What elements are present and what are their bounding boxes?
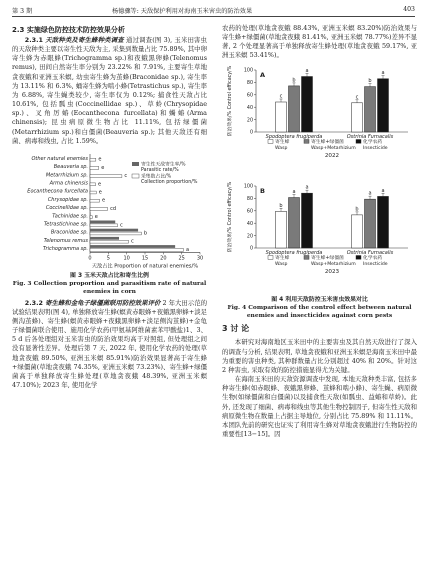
significance-letter: a [381,187,385,194]
collection-proportion-bar [90,224,118,227]
legend-label: 化学农药 [363,139,383,145]
bar [289,86,300,132]
significance-letter: e [98,181,102,188]
category-label: Beauveria sp. [53,163,88,170]
x-tick-label: 10 [123,255,130,262]
legend-swatch [304,255,309,259]
legend-swatch [268,139,273,143]
legend-label: 寄生蜂 [275,255,290,261]
legend-swatch-collection [132,174,139,178]
significance-letter: e [102,197,106,204]
legend-label: 化学农药 [363,255,383,261]
significance-letter: b [355,206,359,213]
collection-proportion-bar [90,199,100,202]
y-tick-label: 60 [246,93,253,99]
y-tick-label: 20 [246,117,253,123]
significance-letter: cd [110,205,117,212]
collection-proportion-bar [90,232,141,235]
legend-label: Wasp [275,261,288,267]
running-header [12,4,415,16]
significance-letter: a [305,67,309,74]
section-heading-3: 3 讨 论 [222,324,250,334]
x-tick-label: 30 [196,255,204,262]
figure-3-caption-en: Fig. 3 Collection proportion and parasitism rate of natural enemies in corn [12,280,207,296]
category-label: Metarrhizium sp. [45,172,88,179]
collection-proportion-bar [90,166,99,169]
y-tick-label: 40 [246,221,253,227]
figure-4-chart [222,64,417,296]
legend-label: Wasp [275,145,288,151]
bar [302,193,313,248]
category-label: Coccinellidae sp. [45,204,88,211]
category-label: Tachinidae sp. [52,213,88,220]
category-label: Tetrastichinae sp. [43,221,88,228]
collection-proportion-bar [90,175,122,178]
figure-4-caption [222,297,417,320]
category-label: Telenomus remus [43,237,88,244]
bar [289,197,300,247]
bar [352,215,363,248]
collection-proportion-bar [90,240,129,243]
category-label: Trichogramma sp. [42,245,88,252]
y-tick-label: 20 [246,233,253,239]
significance-letter: a [381,69,385,76]
figure-4-caption-en: Fig. 4 Comparison of the control effect between natural enemies and insecticides against corn pests [227,304,412,319]
collection-proportion-bar [90,191,96,194]
significance-letter: a [305,184,309,191]
panel-label: A [260,70,266,79]
legend-label: Collection proportion/% [141,179,198,185]
x-tick-label: 0 [88,255,92,262]
significance-letter: e [98,189,102,196]
parasitic-rate-bar [90,237,119,240]
category-label: Other natural enemies [31,155,88,162]
page-number: 403 [403,6,415,13]
y-tick-label: 80 [246,80,253,86]
paragraph-2-3-1 [12,36,207,146]
y-axis-label: 防治效果/% Control efficacy/% [228,181,233,252]
issue-label: 第 3 期 [12,8,33,15]
category-label: Braconidae sp. [50,229,88,236]
y-tick-label: 0 [249,130,253,136]
y-tick-label: 0 [249,246,253,252]
figure-4-caption-cn: 图 4 利用天敌防控玉米害虫效果对比 [271,296,368,303]
figure-3-caption-cn: 图 3 玉米天敌占比和寄生比例 [70,272,149,279]
y-tick-label: 60 [246,209,253,215]
significance-letter: c [124,172,128,179]
paragraph-continued: 农药的处理(草地贪夜蛾 88.43%, 亚洲玉米螟 83.20%)防治效果与寄生蜂+绿僵菌(草地贪夜蛾 81.41%, 亚洲玉米螟 78.77%)差异不显著, 2 个处理显著高于单独释放寄生蜂处理(草地贪夜蛾 59.17%, 亚洲玉米螟 53.41%)。 [222,24,418,60]
legend-swatch [356,139,361,143]
significance-letter: b [292,77,296,84]
significance-letter: c [120,222,123,229]
panel-year-label: 2023 [324,268,340,275]
legend-label: 寄生蜂+绿僵菌 [311,255,344,261]
pest-label: Spodoptera frugiperda [265,133,323,140]
x-tick-label: 15 [141,255,149,262]
legend-label: 寄生蜂+绿僵菌 [311,139,344,145]
y-tick-label: 40 [246,105,253,111]
pest-label: Spodoptera frugiperda [265,249,323,256]
parasitic-rate-bar [90,212,91,215]
category-label: Eocanthecona furcellata [27,188,88,195]
significance-letter: a [292,188,296,195]
y-axis-label: 防治效果/% Control efficacy/% [228,65,233,136]
y-tick-label: 80 [246,196,253,202]
collection-proportion-bar [90,207,108,210]
significance-letter: a [368,190,372,197]
significance-letter: c [279,93,283,100]
legend-label: Insecticide [363,145,388,151]
bar [365,86,376,131]
figure-3-chart [12,148,207,272]
legend-label: Parasitic rate/% [141,167,179,173]
x-tick-label: 25 [178,255,185,262]
legend-label: 寄生蜂 [275,139,290,145]
pest-label: Ostrinia Furnacalis [346,133,394,140]
bar [378,196,389,248]
collection-proportion-bar [90,158,96,161]
significance-letter: b [279,202,283,209]
legend-swatch [304,139,309,143]
subsection-title: 天敌种类及寄生蜂种类调查 [45,36,124,44]
x-tick-label: 20 [160,255,167,262]
section-heading-2-3: 2.3 实施绿色防控技术防控效果分析 [12,26,125,34]
bar [302,76,313,131]
significance-letter: b [143,230,148,237]
significance-letter: e [94,213,98,220]
significance-letter: e [101,164,105,171]
significance-letter: c [131,238,134,245]
paragraph-text: 2 年大田示范的试验结果表明(图 4), 单独释放寄生蜂(螟黄赤眼蜂+夜蛾黑卵蜂+淡足侧沟茧蜂)、寄生蜂(螟黄赤眼蜂+夜蛾黑卵蜂+淡足侧沟茧蜂)+金龟子绿僵菌联合使用、施用化学农药(甲氨基阿维菌素苯甲酸盐)1、3、5 d 后各处理组对玉米害虫的防治效果均高于对照组, 但处理组之间没有显著性差异。处理后第 7 天, 2022 年, 使用化学农药的处理(草地贪夜蛾 89.50%, 亚洲玉米螟 85.91%)防治效果显著高于寄生蜂+绿僵菌(草地贪夜蛾 74.35%, 亚洲玉米螟 73.23%)、寄生蜂+绿僵菌高于单独释放寄生蜂处理(草地贪夜蛾 48.39%, 亚洲玉米螟 47.10%); 2023 年, 使用化学 [12,298,207,390]
x-axis-label: 天敌占比 Proportion of natural enemies/% [91,263,199,270]
x-tick-label: 5 [106,255,110,262]
discussion-paragraph-1: 本研究对海南地区玉米田中的主要害虫及其自然天敌进行了深入的调查与分析, 结果表明, 草地贪夜蛾和亚洲玉米螟是海南玉米田中最为重要的害虫种类, 其种群数量占比分别超过 40% 和 20%。针对这 2 种害虫, 采取有效的防控措施显得尤为关键。 [222,338,417,374]
parasitic-rate-bar [90,229,138,232]
subsection-number: 2.3.1 [24,36,43,44]
significance-letter: b [368,77,372,84]
legend-label: Insecticide [363,261,388,267]
running-title: 杨德骤等: 天敌保护利用对海南玉米害虫的防治效果 [112,8,253,15]
paragraph-2-3-2 [12,299,207,391]
parasitic-rate-bar [90,220,115,223]
header-rule [12,16,415,17]
legend-swatch-parasitic [132,162,139,166]
discussion-paragraph-2: 在海南玉米田的天敌资源调查中发现, 本地天敌种类丰富, 包括多种寄生蜂(如赤眼蜂、夜蛾黑卵蜂、茧蜂和啮小蜂)、寄生蝇、病原微生物(如绿僵菌和白僵菌)以及捕食性天敌(如瓢虫、益蝽和草蛉)。此外, 还发现了细菌、病毒和线虫等其他生物控制因子, 但寄生性天敌和病原微生物在数量上占据主导地位, 分别占比 75.89% 和 11.11%。本团队先前的研究也证实了利用寄生蜂对草地贪夜蛾进行生物防控的重要性[13−15]。因 [222,375,417,438]
pest-label: Ostrinia Furnacalis [346,249,394,256]
paragraph-text: 通过调查(图 3), 玉米田害虫的天敌种类主要以寄生性天敌为主, 采集到数量占比 75.89%, 其中卵寄生蜂为赤眼蜂(Trichogramma sp.)和夜蛾黑卵蜂(Telenomus remus), 田间自然寄生率分别为 23.22% 和 7.91%, 主要寄生草地贪夜蛾和亚洲玉米螟, 幼虫寄生蜂为茧蜂(Braconidae sp.), 寄生率为 13.11% 和 6.3%, 蛹寄生蜂为啮小蜂(Tetrastichus sp.), 寄生率为 6.88%, 寄生蝇类较少, 寄生率仅为 0.12%; 捕食性天敌占比 10.61%, 包括瓢虫(Coccinellidae sp.)、草蛉(Chrysopidae sp.)、叉角厉蝽(Eocanthecona furcellata)和蠋蝽(Arma chinensis); 昆虫病原微生物占比 11.11%, 包括绿僵菌(Metarrhizium sp.)和白僵菌(Beauveria sp.); 其他天敌还有细菌、病毒和线虫, 占比 1.59%。 [12,36,207,145]
right-column [222,24,417,439]
bar [365,199,376,248]
bar [352,102,363,131]
panel-year-label: 2022 [324,152,340,159]
left-column [12,24,207,390]
y-tick-label: 100 [243,68,253,74]
legend-swatch [356,255,361,259]
significance-letter: c [355,93,359,100]
legend-label: 采集数占比/% [141,174,172,180]
figure-3-caption [12,273,207,296]
category-label: Arma chinensis [49,180,88,187]
panel-label: B [260,186,265,195]
legend-swatch [268,255,273,259]
collection-proportion-bar [90,216,92,219]
subsection-number: 2.3.2 [24,298,43,307]
parasitic-rate-bar [90,245,175,248]
subsection-title: 寄生蜂和金龟子绿僵菌联用防控效果评价 [45,298,161,307]
bar [378,78,389,131]
collection-proportion-bar [90,248,184,251]
bar [276,211,287,248]
significance-letter: a [186,246,190,253]
legend-label: Wasp+Metarhizium [311,261,356,267]
legend-label: 寄生性天敌寄生率/% [141,162,186,168]
collection-proportion-bar [90,183,96,186]
category-label: Chrysopidae sp. [47,196,88,203]
bar [276,102,287,132]
significance-letter: e [98,156,102,163]
legend-label: Wasp+Metarhizium [311,145,356,151]
y-tick-label: 100 [243,184,253,190]
